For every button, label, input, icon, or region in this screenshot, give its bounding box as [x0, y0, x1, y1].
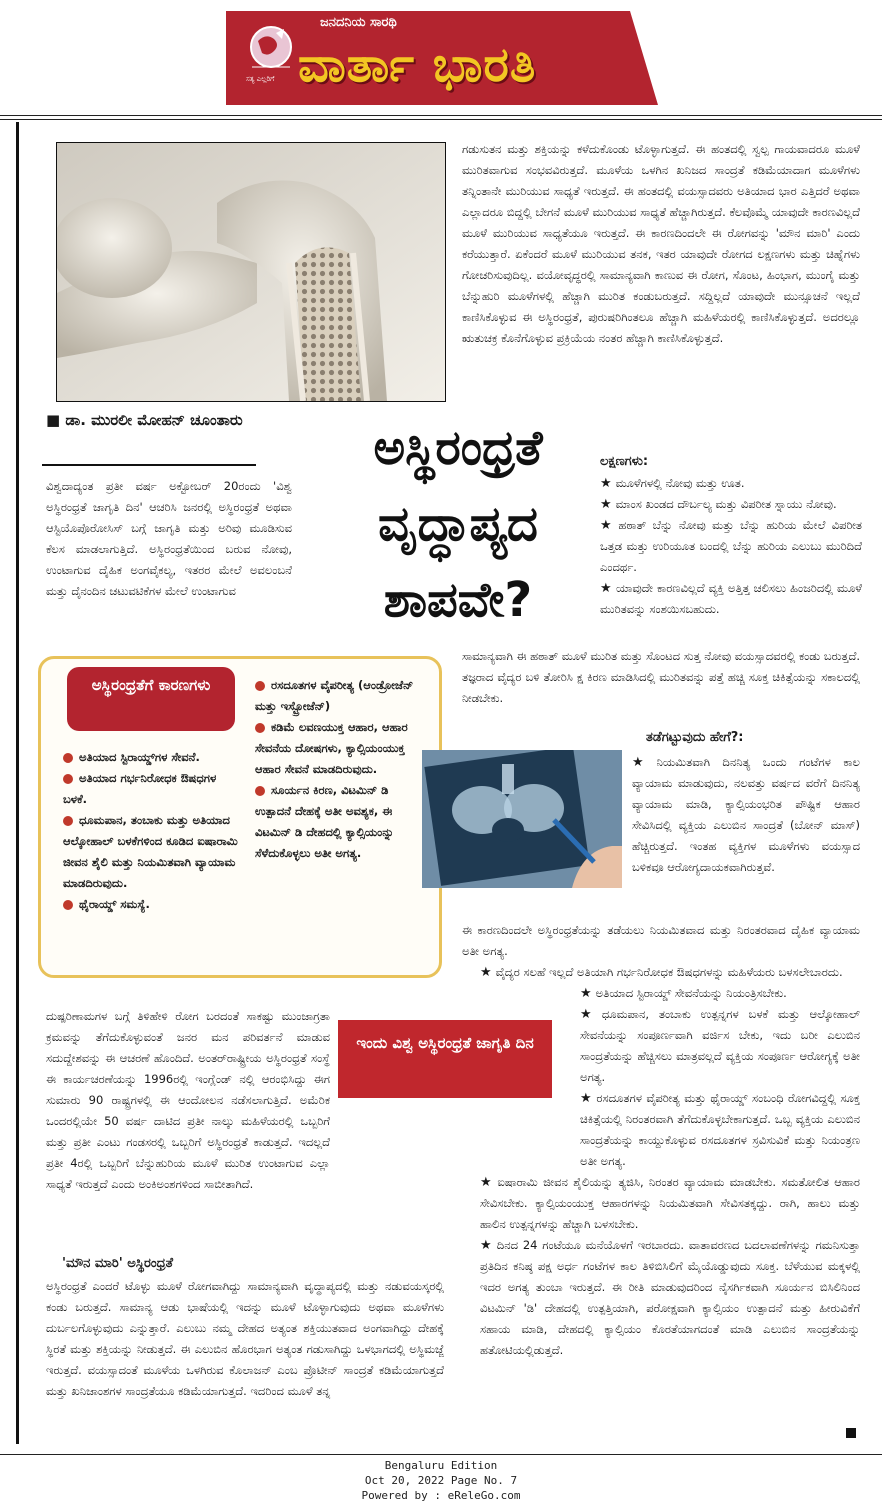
star-bullet-icon: ★	[600, 476, 612, 491]
event-box: ಇಂದು ವಿಶ್ವ ಅಸ್ಥಿರಂಧ್ರತೆ ಜಾಗೃತಿ ದಿನ	[338, 1020, 552, 1098]
author-byline	[46, 410, 266, 431]
bullet-dot-icon	[255, 786, 265, 796]
top-rule-2	[0, 119, 882, 120]
causes-right-list	[255, 675, 425, 864]
star-bullet-icon: ★	[580, 1091, 593, 1106]
headline-line-3: ಶಾಪವೇ?	[383, 572, 533, 628]
footer-powered-by[interactable]: Powered by : eReleGo.com	[361, 1489, 521, 1502]
cause-item: ಅತಿಯಾದ ಗರ್ಭನಿರೋಧಕ ಔಷಧಗಳ ಬಳಕೆ.	[63, 771, 217, 806]
symptom-item: ★ ಯಾವುದೇ ಕಾರಣವಿಲ್ಲದೆ ವ್ಯಕ್ತಿ ಅತ್ತಿತ್ತ ಚಲಿಸಲು ಹಿಂಜರಿದಲ್ಲಿ ಮೂಳೆ ಮುರಿತವನ್ನು ಸಂಶಯಿಸಬಹುದು.	[600, 581, 862, 616]
newspaper-title: ವಾರ್ತಾ ಭಾರತಿ	[298, 37, 537, 93]
prevention-continuation: ಈ ಕಾರಣದಿಂದಲೇ ಅಸ್ಥಿರಂಧ್ರತೆಯನ್ನು ತಡೆಯಲು ನಿಯಮಿತವಾದ ಮತ್ತು ನಿರಂತರವಾದ ದೈಹಿಕ ವ್ಯಾಯಾಮ ಅತೀ ಅಗತ್ಯ.	[462, 923, 860, 958]
symptom-item: ★ ಹಠಾತ್ ಬೆನ್ನು ನೋವು ಮತ್ತು ಬೆನ್ನು ಹುರಿಯ ಮೇಲೆ ವಿಪರೀತ ಒತ್ತಡ ಮತ್ತು ಉರಿಯೂತ ಬಂದಲ್ಲಿ ಬೆನ್ನು ಹುರಿಯ ಎಲುಬು ಮುರಿದಿದೆ ಎಂದರ್ಥ.	[600, 518, 863, 574]
prevention-item: ★ ಅತಿಯಾದ ಸ್ಟಿರಾಯ್ಡ್ ಸೇವನೆಯನ್ನು ನಿಯಂತ್ರಿಸಬೇಕು.	[580, 986, 787, 1001]
newspaper-tagline: ಜನದನಿಯ ಸಾರಥಿ	[320, 15, 397, 30]
newspaper-logo	[244, 23, 300, 83]
logo-motto: ಸತ್ಯ ಎಲ್ಲರಿಗೆ	[246, 75, 275, 83]
cause-item: ರಸದೂತಗಳ ವೈಪರೀತ್ಯ (ಆಂಡ್ರೋಜೆನ್ ಮತ್ತು ಇಸ್ಟ್ರೋಜೆನ್)	[255, 678, 414, 713]
prevention-item: ★ ವೈದ್ಯರ ಸಲಹೆ ಇಲ್ಲದೆ ಅತಿಯಾಗಿ ಗರ್ಭನಿರೋಧಕ ಔಷಧಗಳನ್ನು ಮಹಿಳೆಯರು ಬಳಸಲೇಬಾರದು.	[480, 965, 843, 980]
silent-thief-paragraph: ಅಸ್ಥಿರಂಧ್ರತೆ ಎಂದರೆ ಟೊಳ್ಳು ಮೂಳೆ ರೋಗವಾಗಿದ್ದು ಸಾಮಾನ್ಯವಾಗಿ ವೃದ್ಧಾಪ್ಯದಲ್ಲಿ ಮತ್ತು ನಡುವಯಸ್ಕರಲ್ಲಿ ಕಂಡು ಬರುತ್ತದೆ. ಸಾಮಾನ್ಯ ಆಡು ಭಾಷೆಯಲ್ಲಿ ಇದನ್ನು ಮೂಳೆ ಟೊಳ್ಳಾಗುವುದು ಅಥವಾ ಮೂಳೆಗಳು ದುರ್ಬಲಗೊಳ್ಳುವುದು ಎನ್ನುತ್ತಾರೆ. ಎಲುಬು ನಮ್ಮ ದೇಹದ ಅತ್ಯಂತ ಶಕ್ತಿಯುತವಾದ ಅಂಗವಾಗಿದ್ದು ದೇಹಕ್ಕೆ ಸ್ಥಿರತೆ ಮತ್ತು ಶಕ್ತಿಯನ್ನು ನೀಡುತ್ತದೆ. ಈ ಎಲುಬಿನ ಹೊರಭಾಗ ಅತ್ಯಂತ ಗಡುಸಾಗಿದ್ದು ಒಳಭಾಗದಲ್ಲಿ ಅಸ್ಥಿಮಜ್ಜೆ ಇರುತ್ತದೆ. ವಯಸ್ಸಾದಂತೆ ಮೂಳೆಯ ಒಳಗಿರುವ ಕೊಲಾಜನ್ ಎಂಬ ಪ್ರೊಟೀನ್ ಸಾಂದ್ರತೆ ಕಡಿಮೆಯಾಗುತ್ತದೆ ಮತ್ತು ಖನಿಜಾಂಶಗಳ ಸಾಂದ್ರತೆಯೂ ಕಡಿಮೆಯಾಗುತ್ತದೆ. ಇದರಿಂದ ಮೂಳೆ ತನ್ನ	[46, 1279, 444, 1398]
diagnosis-paragraph: ಸಾಮಾನ್ಯವಾಗಿ ಈ ಹಠಾತ್ ಮೂಳೆ ಮುರಿತ ಮತ್ತು ಸೊಂಟದ ಸುತ್ತ ನೋವು ವಯಸ್ಸಾದವರಲ್ಲಿ ಕಂಡು ಬರುತ್ತದೆ. ತಜ್ಞರಾದ ವೈದ್ಯರ ಬಳಿ ತೋರಿಸಿ ಕ್ಷ ಕಿರಣ ಮಾಡಿಸಿದಲ್ಲಿ ಮುರಿತವನ್ನು ಪತ್ತೆ ಹಚ್ಚಿ ಸೂಕ್ತ ಚಿಕಿತ್ಸೆಯನ್ನು ಸಕಾಲದಲ್ಲಿ ನೀಡಬೇಕು.	[462, 649, 861, 705]
xray-photo	[422, 750, 622, 888]
cause-item: ಕಡಿಮೆ ಲವಣಯುಕ್ತ ಆಹಾರ, ಆಹಾರ ಸೇವನೆಯ ದೋಷಗಳು, ಕ್ಯಾಲ್ಸಿಯಂಯುಕ್ತ ಆಹಾರ ಸೇವನೆ ಮಾಡದಿರುವುದು.	[255, 720, 408, 776]
author-name: ಡಾ. ಮುರಲೀ ಮೋಹನ್ ಚೂಂತಾರು	[65, 411, 243, 429]
prevention-list	[462, 962, 860, 1361]
bullet-dot-icon	[63, 816, 73, 826]
continuation-paragraph: ಗಡುಸುತನ ಮತ್ತು ಶಕ್ತಿಯನ್ನು ಕಳೆದುಕೊಂಡು ಟೊಳ್ಳಾಗುತ್ತದೆ. ಈ ಹಂತದಲ್ಲಿ ಸ್ವಲ್ಪ ಗಾಯವಾದರೂ ಮೂಳೆ ಮುರಿತವಾಗುವ ಸಂಭವವಿರುತ್ತದೆ. ಮೂಳೆಯ ಒಳಗಿನ ಖನಿಜದ ಸಾಂದ್ರತೆ ಕಡಿಮೆಯಾದಾಗ ಮೂಳೆಗಳು ತನ್ನಿಂತಾನೇ ಮುರಿಯುವ ಸಾಧ್ಯತೆ ಇರುತ್ತದೆ. ಈ ಹಂತದಲ್ಲಿ ವಯಸ್ಸಾದವರು ಅತಿಯಾದ ಭಾರ ಎತ್ತಿದರೆ ಅಥವಾ ಎಲ್ಲಾದರೂ ಬಿದ್ದಲ್ಲಿ ಬೇಗನೆ ಮೂಳೆ ಮುರಿಯುವ ಸಾಧ್ಯತೆ ಹೆಚ್ಚಾಗಿರುತ್ತದೆ. ಕೆಲವೊಮ್ಮೆ ಯಾವುದೇ ಕಾರಣವಿಲ್ಲದೆ ಮೂಳೆ ಮುರಿಯುವ ಸಾಧ್ಯತೆಯೂ ಇರುತ್ತದೆ. ಈ ಕಾರಣದಿಂದಲೇ ಈ ರೋಗವನ್ನು 'ಮೌನ ಮಾರಿ' ಎಂದು ಕರೆಯುತ್ತಾರೆ. ಏಕೆಂದರೆ ಮೂಳೆ ಮುರಿಯುವ ತನಕ, ಇತರ ಯಾವುದೇ ರೋಗದ ಲಕ್ಷಣಗಳು ಮತ್ತು ಚಿಹ್ನೆಗಳು ಗೋಚರಿಸುವುದಿಲ್ಲ. ವಯೋವೃದ್ಧರಲ್ಲಿ ಸಾಮಾನ್ಯವಾಗಿ ಕಾಣುವ ಈ ರೋಗ, ಸೊಂಟ, ಹಿಂಭಾಗ, ಮುಂಗೈ ಮತ್ತು ಬೆನ್ನುಹುರಿ ಮೂಳೆಗಳಲ್ಲಿ ಹೆಚ್ಚಾಗಿ ಮುರಿತ ಕಂಡುಬರುತ್ತದೆ. ಸದ್ದಿಲ್ಲದೆ ಯಾವುದೇ ಮುನ್ಸೂಚನೆ ಇಲ್ಲದೆ ಕಾಣಿಸಿಕೊಳ್ಳುವ ಈ ಅಸ್ಥಿರಂಧ್ರತೆ, ಪುರುಷರಿಗಿಂತಲೂ ಹೆಚ್ಚಾಗಿ ಮಹಿಳೆಯರಲ್ಲಿ ಕಾಣಿಸಿಕೊಳ್ಳುತ್ತದೆ. ಅದರಲ್ಲೂ ಋತುಚಕ್ರ ಕೊನೆಗೊಳ್ಳುವ ಪ್ರಕ್ರಿಯೆಯ ನಂತರ ಹೆಚ್ಚಾಗಿ ಕಾಣಿಸಿಕೊಳ್ಳುತ್ತದೆ.	[462, 142, 860, 345]
star-bullet-icon: ★	[480, 1175, 494, 1190]
top-rule	[0, 115, 882, 116]
author-rule	[42, 464, 256, 466]
footer-edition: Bengaluru Edition	[384, 1459, 498, 1472]
left-border-bar	[16, 122, 19, 1444]
causes-box	[38, 656, 442, 978]
silent-thief-heading: 'ಮೌನ ಮಾರಿ' ಅಸ್ಥಿರಂಧ್ರತೆ	[62, 1256, 174, 1271]
causes-box-title: ಅಸ್ಥಿರಂಧ್ರತೆಗೆ ಕಾರಣಗಳು	[67, 667, 235, 731]
star-bullet-icon: ★	[632, 755, 653, 770]
bullet-dot-icon	[63, 900, 73, 910]
prevention-heading: ತಡೆಗಟ್ಟುವುದು ಹೇಗೆ?:	[646, 730, 744, 745]
star-bullet-icon: ★	[580, 986, 592, 1001]
byline-square-icon: ■	[46, 411, 66, 429]
symptom-item: ★ ಮೂಳೆಗಳಲ್ಲಿ ನೋವು ಮತ್ತು ಊತ.	[600, 476, 745, 491]
page-footer	[0, 1458, 882, 1503]
footer-date-page: Oct 20, 2022 Page No. 7	[364, 1474, 518, 1487]
bottom-rule	[0, 1454, 882, 1455]
pelvis-xray-illustration	[422, 750, 622, 888]
prevention-item: ★ ದಿನದ 24 ಗಂಟೆಯೂ ಮನೆಯೊಳಗೆ ಇರಬಾರದು. ವಾತಾವರಣದ ಬದಲಾವಣೆಗಳನ್ನು ಗಮನಿಸುತ್ತಾ ಪ್ರತಿದಿನ ಕನಿಷ್ಠ ಪಕ್ಷ ಅರ್ಧ ಗಂಟೆಗಳ ಕಾಲ ತಿಳಿಬಿಸಿಲಿಗೆ ಮೈಯೊಡ್ಡುವುದು ಸೂಕ್ತ. ಬೆಳೆಯುವ ಮಕ್ಕಳಲ್ಲಿ ಇದರ ಅಗತ್ಯ ತುಂಬಾ ಇರುತ್ತದೆ. ಈ ರೀತಿ ಮಾಡುವುದರಿಂದ ನೈಸರ್ಗಿಕವಾಗಿ ಸೂರ್ಯನ ಬಿಸಿಲಿನಿಂದ ವಿಟಮಿನ್ 'ಡಿ' ದೇಹದಲ್ಲಿ ಉತ್ಪತ್ತಿಯಾಗಿ, ಪರೋಕ್ಷವಾಗಿ ಕ್ಯಾಲ್ಸಿಯಂ ಉತ್ಪಾದನೆ ಮತ್ತು ಹೀರುವಿಕೆಗೆ ಸಹಾಯ ಮಾಡಿ, ದೇಹದಲ್ಲಿ ಕ್ಯಾಲ್ಸಿಯಂ ಕೊರತೆಯಾಗದಂತೆ ಮಾಡಿ ಎಲುಬಿನ ಸಾಂದ್ರತೆಯನ್ನು ಹತೋಟಿಯಲ್ಲಿಡುತ್ತದೆ.	[480, 1238, 861, 1357]
cause-item: ಥೈರಾಯ್ಡ್ ಸಮಸ್ಯೆ.	[63, 894, 241, 915]
bullet-dot-icon	[255, 681, 265, 691]
symptoms-heading: ಲಕ್ಷಣಗಳು:	[600, 454, 649, 469]
bullet-dot-icon	[255, 723, 265, 733]
end-of-article-square-icon	[846, 1428, 856, 1438]
symptom-item: ★ ಮಾಂಸ ಖಂಡದ ದೌರ್ಬಲ್ಯ ಮತ್ತು ವಿಪರೀತ ಸ್ನಾಯು ನೋವು.	[600, 497, 837, 512]
headline-line-1: ಅಸ್ಥಿರಂಧ್ರತೆ	[373, 420, 543, 476]
headline-line-2: ವೃದ್ಧಾಪ್ಯದ	[378, 496, 538, 552]
bone-illustration	[56, 142, 446, 402]
cause-item: ಸೂರ್ಯನ ಕಿರಣ, ವಿಟಮಿನ್ ಡಿ ಉತ್ಪಾದನೆ ದೇಹಕ್ಕೆ ಅತೀ ಅವಶ್ಯಕ, ಈ ವಿಟಮಿನ್ ಡಿ ದೇಹದಲ್ಲಿ ಕ್ಯಾಲ್ಸಿಯಂನ್ನು ಸೆಳೆದುಕೊಳ್ಳಲು ಅತೀ ಅಗತ್ಯ.	[255, 783, 394, 860]
star-bullet-icon: ★	[480, 965, 492, 980]
bullet-dot-icon	[63, 774, 73, 784]
article-headline	[326, 410, 590, 638]
awareness-paragraph: ದುಷ್ಪರಿಣಾಮಗಳ ಬಗ್ಗೆ ತಿಳಿಹೇಳಿ ರೋಗ ಬರದಂತೆ ಸಾಕಷ್ಟು ಮುಂಜಾಗ್ರತಾ ಕ್ರಮವನ್ನು ತೆಗೆದುಕೊಳ್ಳುವಂತೆ ಜನರ ಮನ ಪರಿವರ್ತನೆ ಮಾಡುವ ಸದುದ್ದೇಶವನ್ನು ಈ ಆಚರಣೆ ಹೊಂದಿದೆ. ಅಂತರ್‌ರಾಷ್ಟ್ರೀಯ ಅಸ್ಥಿರಂಧ್ರತೆ ಸಂಸ್ಥೆ ಈ ಕಾರ್ಯಚರಣೆಯನ್ನು 1996ರಲ್ಲಿ ಇಂಗ್ಲೆಂಡ್ ನಲ್ಲಿ ಆರಂಭಿಸಿದ್ದು ಈಗ ಸುಮಾರು 90 ರಾಷ್ಟ್ರಗಳಲ್ಲಿ ಈ ಆಂದೋಲನ ನಡೆಸಲಾಗುತ್ತಿದೆ. ಅಮೆರಿಕ ಒಂದರಲ್ಲಿಯೇ 50 ವರ್ಷ ದಾಟಿದ ಪ್ರತೀ ನಾಲ್ಕು ಮಹಿಳೆಯರಲ್ಲಿ ಒಬ್ಬರಿಗೆ ಮತ್ತು ಪ್ರತೀ ಎಂಟು ಗಂಡಸರಲ್ಲಿ ಒಬ್ಬರಿಗೆ ಅಸ್ಥಿರಂಧ್ರತೆ ಕಾಡುತ್ತದೆ. ಇದಲ್ಲದೆ ಪ್ರತೀ 4ರಲ್ಲಿ ಒಬ್ಬರಿಗೆ ಬೆನ್ನುಹುರಿಯ ಮೂಳೆ ಮುರಿತ ಉಂಟಾಗುವ ಎಲ್ಲಾ ಸಾಧ್ಯತೆ ಇರುತ್ತದೆ ಎಂದು ಅಂಕಿಅಂಶಗಳಿಂದ ಸಾಬೀತಾಗಿದೆ.	[46, 1009, 330, 1191]
masthead	[226, 11, 658, 105]
star-bullet-icon: ★	[600, 581, 613, 596]
causes-left-list	[63, 747, 241, 915]
prevention-item: ★ ಧೂಮಪಾನ, ತಂಬಾಕು ಉತ್ಪನ್ನಗಳ ಬಳಕೆ ಮತ್ತು ಆಲ್ಕೋಹಾಲ್ ಸೇವನೆಯನ್ನು ಸಂಪೂರ್ಣವಾಗಿ ವರ್ಜಿಸ ಬೇಕು, ಇದು ಬರೀ ಎಲುಬಿನ ಸಾಂದ್ರತೆಯನ್ನು ಹೆಚ್ಚಿಸಲು ಮಾತ್ರವಲ್ಲದೆ ವ್ಯಕ್ತಿಯ ಸಂಪೂರ್ಣ ಆರೋಗ್ಯಕ್ಕೆ ಅತೀ ಅಗತ್ಯ.	[580, 1007, 860, 1084]
star-bullet-icon: ★	[600, 518, 615, 533]
star-bullet-icon: ★	[600, 497, 612, 512]
femur-illustration	[57, 143, 445, 401]
bullet-dot-icon	[63, 753, 73, 763]
intro-paragraph: ವಿಶ್ವದಾದ್ಯಂತ ಪ್ರತೀ ವರ್ಷ ಅಕ್ಟೋಬರ್ 20ರಂದು 'ವಿಶ್ವ ಅಸ್ಥಿರಂಧ್ರತೆ ಜಾಗೃತಿ ದಿನ' ಆಚರಿಸಿ ಜನರಲ್ಲಿ ಅಸ್ಥಿರಂಧ್ರತೆ ಅಥವಾ ಆಸ್ಟಿಯೊಪೊರೋಸಿಸ್ ಬಗ್ಗೆ ಜಾಗೃತಿ ಮತ್ತು ಅರಿವು ಮೂಡಿಸುವ ಕೆಲಸ ಮಾಡಲಾಗುತ್ತಿದೆ. ಅಸ್ಥಿರಂಧ್ರತೆಯಿಂದ ಬರುವ ನೋವು, ಉಂಟಾಗುವ ದೈಹಿಕ ಅಂಗವೈಕಲ್ಯ, ಇತರರ ಮೇಲೆ ಅವಲಂಬನೆ ಮತ್ತು ದೈನಂದಿನ ಚಟುವಟಿಕೆಗಳ ಮೇಲೆ ಉಂಟಾಗುವ	[46, 479, 292, 598]
star-bullet-icon: ★	[480, 1238, 493, 1253]
star-bullet-icon: ★	[580, 1007, 598, 1022]
cause-item: ಧೂಮಪಾನ, ತಂಬಾಕು ಮತ್ತು ಅತಿಯಾದ ಆಲ್ಕೋಹಾಲ್ ಬಳಕೆಗಳಿಂದ ಕೂಡಿದ ಐಷಾರಾಮಿ ಜೀವನ ಶೈಲಿ ಮತ್ತು ನಿಯಮಿತವಾಗಿ ವ್ಯಾಯಾಮ ಮಾಡದಿರುವುದು.	[63, 813, 238, 890]
prevention-item: ★ ರಸದೂತಗಳ ವೈಪರೀತ್ಯ ಮತ್ತು ಥೈರಾಯ್ಡ್ ಸಂಬಂಧಿ ರೋಗವಿದ್ದಲ್ಲಿ ಸೂಕ್ತ ಚಿಕಿತ್ಸೆಯಲ್ಲಿ ನಿರಂತರವಾಗಿ ತೆಗೆದುಕೊಳ್ಳಬೇಕಾಗುತ್ತದೆ. ಒಬ್ಬ ವ್ಯಕ್ತಿಯ ಎಲುಬಿನ ಸಾಂದ್ರತೆಯನ್ನು ಕಾಯ್ದುಕೊಳ್ಳುವ ರಸದೂತಗಳ ಸ್ರವಿಸುವಿಕೆ ಮತ್ತು ನಿಯಂತ್ರಣ ಅತೀ ಅಗತ್ಯ.	[580, 1091, 860, 1168]
symptoms-section	[600, 454, 862, 620]
prevention-item: ★ ನಿಯಮಿತವಾಗಿ ದಿನನಿತ್ಯ ಒಂದು ಗಂಟೆಗಳ ಕಾಲ ವ್ಯಾಯಾಮ ಮಾಡುವುದು, ನಲವತ್ತು ವರ್ಷದ ವರೆಗೆ ದಿನನಿತ್ಯ ವ್ಯಾಯಾಮ ಮಾಡಿ, ಕ್ಯಾಲ್ಸಿಯಂಭರಿತ ಪೌಷ್ಟಿಕ ಆಹಾರ ಸೇವಿಸಿದಲ್ಲಿ ವ್ಯಕ್ತಿಯ ಎಲುಬಿನ ಸಾಂದ್ರತೆ (ಬೋನ್ ಮಾಸ್) ಹೆಚ್ಚಿರುತ್ತದೆ. ಇಂತಹ ವ್ಯಕ್ತಿಗಳ ಮೂಳೆಗಳು ವಯಸ್ಸಾದ ಬಳಿಕವೂ ಆರೋಗ್ಯದಾಯಕವಾಗಿರುತ್ತವೆ.	[632, 755, 861, 874]
prevention-item: ★ ಐಷಾರಾಮಿ ಜೀವನ ಶೈಲಿಯನ್ನು ತ್ಯಜಿಸಿ, ನಿರಂತರ ವ್ಯಾಯಾಮ ಮಾಡಬೇಕು. ಸಮತೋಲಿತ ಆಹಾರ ಸೇವಿಸಬೇಕು. ಕ್ಯಾಲ್ಸಿಯಂಯುಕ್ತ ಆಹಾರಗಳನ್ನು ನಿಯಮಿತವಾಗಿ ಸೇವಿಸತಕ್ಕದ್ದು. ರಾಗಿ, ಹಾಲು ಮತ್ತು ಹಾಲಿನ ಉತ್ಪನ್ನಗಳನ್ನು ಹೆಚ್ಚಾಗಿ ಬಳಸಬೇಕು.	[480, 1175, 861, 1231]
cause-item: ಅತಿಯಾದ ಸ್ಟಿರಾಯ್ಡ್‌ಗಳ ಸೇವನೆ.	[63, 747, 241, 768]
